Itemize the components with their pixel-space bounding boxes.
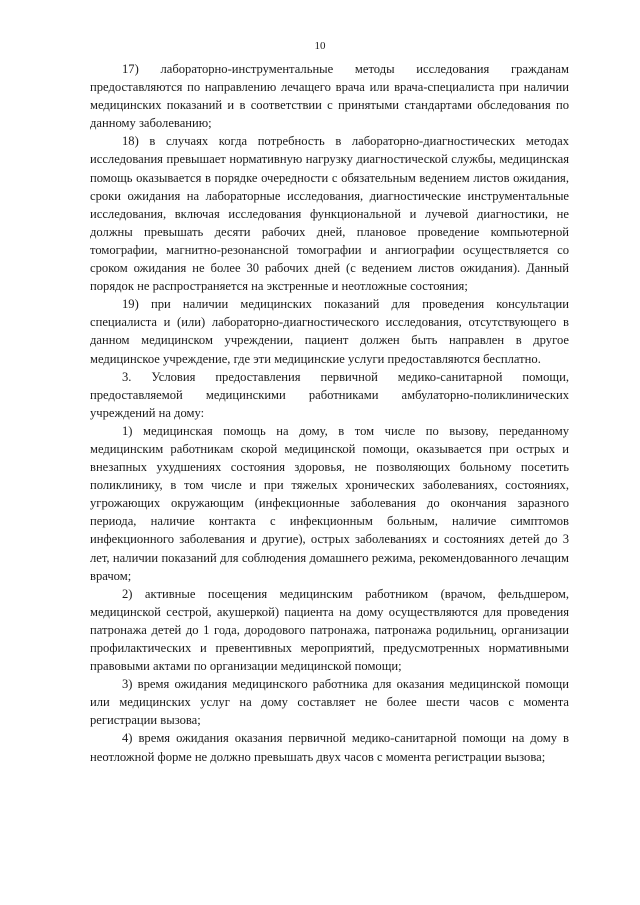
paragraph-item-17: 17) лабораторно-инструментальные методы исследования гражданам предоставляются по направлению лечащего врача или врача-специалиста при наличии медицинских показаний и в соответствии с принятыми стандартами обследования по данному заболеванию;	[90, 62, 569, 131]
paragraph-home-care-2: 2) активные посещения медицинским работником (врачом, фельдшером, медицинской сестрой, акушеркой) пациента на дому осуществляются для проведения патронажа детей до 1 года, дородового патронажа, патронажа родильниц, организации профилактических и превентивных мероприятий, предусмотренных нормативными правовыми актами по организации медицинской помощи;	[90, 586, 569, 674]
section-3-heading: 3. Условия предоставления первичной медико-санитарной помощи, предоставляемой медицинскими работниками амбулаторно-поликлинических учреждений на дому:	[90, 369, 569, 420]
paragraph-home-care-3: 3) время ожидания медицинского работника для оказания медицинской помощи или медицинских услуг на дому составляет не более шести часов с момента регистрации вызова;	[90, 677, 569, 728]
page-number: 10	[314, 40, 326, 52]
paragraph-item-18: 18) в случаях когда потребность в лабораторно-диагностических методах исследования превышает нормативную нагрузку диагностической службы, медицинская помощь оказывается в порядке очередности с обязательным ведением листов ожидания, сроки ожидания на лабораторные исследования, диагностические инструментальные исследования, включая исследования функциональной и лучевой диагностики, не должны превышать десяти рабочих дней, плановое проведение компьютерной томографии, магнитно-резонансной томографии и ангиографии осуществляется со сроком ожидания не более 30 рабочих дней (с ведением листов ожидания). Данный порядок не распространяется на экстренные и неотложные состояния;	[90, 134, 569, 294]
document-body	[90, 60, 569, 766]
paragraph-home-care-4: 4) время ожидания оказания первичной медико-санитарной помощи на дому в неотложной форме не должно превышать двух часов с момента регистрации вызова;	[90, 731, 569, 764]
paragraph-item-19: 19) при наличии медицинских показаний для проведения консультации специалиста и (или) лабораторно-диагностического исследования, отсутствующего в данном медицинском учреждении, пациент должен быть направлен в другое медицинское учреждение, где эти медицинские услуги предоставляются бесплатно.	[90, 297, 569, 366]
paragraph-home-care-1: 1) медицинская помощь на дому, в том числе по вызову, переданному медицинским работникам скорой медицинской помощи, оказывается при острых и внезапных ухудшениях состояния здоровья, не позволяющих больному посетить поликлинику, в том числе и при тяжелых хронических заболеваниях, состояниях, угрожающих окружающим (инфекционные заболевания до окончания заразного периода, наличие контакта с инфекционным больным, наличие симптомов инфекционного заболевания и другие), острых заболеваниях и состояниях детей до 3 лет, наличии показаний для соблюдения домашнего режима, рекомендованного лечащим врачом;	[90, 423, 569, 583]
